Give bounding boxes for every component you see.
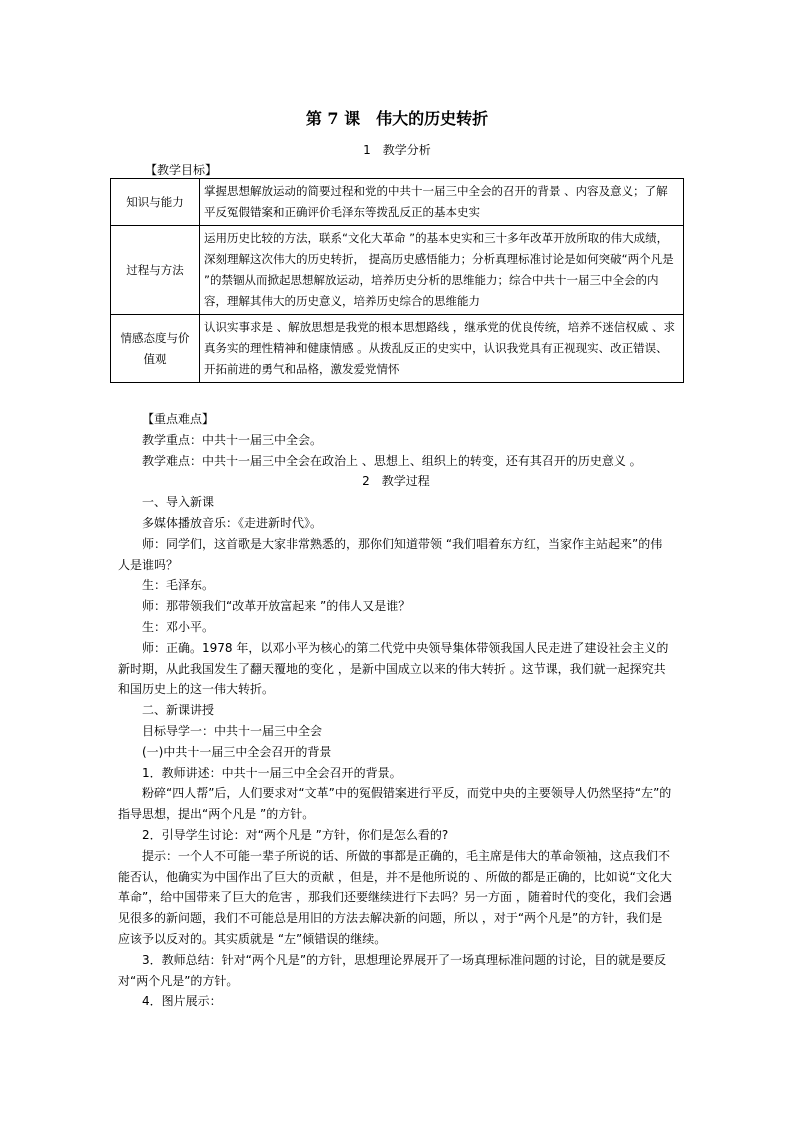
goal-label: 过程与方法 (111, 226, 200, 315)
lesson-title: 第 7 课 伟大的历史转折 (305, 109, 489, 128)
paragraph: 师：同学们，这首歌是大家非常熟悉的，那你们知道带领 “我们唱着东方红，当家作主站起来”的伟人是谁吗？ (118, 536, 663, 572)
paragraph: 生：邓小平。 (142, 619, 215, 634)
table-row (111, 315, 684, 383)
section-heading-process: 2 教学过程 (362, 474, 430, 489)
goals-heading: 【教学目标】 (145, 163, 218, 177)
lesson-body (118, 409, 674, 1012)
paragraph: 教学重点：中共十一届三中全会。 (142, 432, 323, 447)
section-heading-analysis: 1 教学分析 (363, 143, 431, 157)
paragraph: 生：毛泽东。 (142, 578, 215, 593)
paragraph: 师：正确。1978 年，以邓小平为核心的第二代党中央领导集体带领我国人民走进了建设社会主义的新时期，从此我国发生了翻天覆地的变化 ，是新中国成立以来的伟大转折 。这节课，我们就一起探究共和国历史上的这一伟大转折。 (118, 640, 669, 697)
paragraph: 多媒体播放音乐：《走进新时代》。 (142, 515, 323, 530)
key-points-heading: 【重点难点】 (142, 412, 215, 426)
teaching-goals-table (110, 178, 684, 383)
paragraph: 一、导入新课 (142, 495, 215, 510)
paragraph: 目标导学一：中共十一届三中全会 (142, 723, 323, 738)
paragraph: 2．引导学生讨论：对“两个凡是 ”方针，你们是怎么看的? (142, 827, 449, 842)
goal-text: 掌握思想解放运动的简要过程和党的中共十一届三中全会的召开的背景 、内容及意义；了解平反冤假错案和正确评价毛泽东等拨乱反正的基本史实 (200, 179, 684, 226)
paragraph: 3．教师总结：针对“两个凡是”的方针，思想理论界展开了一场真理标准问题的讨论，目的就是要反对“两个凡是”的方针。 (118, 952, 667, 988)
goal-label: 知识与能力 (111, 179, 200, 226)
table-row (111, 179, 684, 226)
paragraph: 二、新课讲授 (142, 703, 215, 718)
table-row (111, 226, 684, 315)
paragraph: 1．教师讲述：中共十一届三中全会召开的背景。 (142, 765, 402, 780)
paragraph: (一)中共十一届三中全会召开的背景 (142, 744, 332, 759)
paragraph: 粉碎“四人帮”后，人们要求对“文革”中的冤假错案进行平反，而党中央的主要领导人仍然坚持“左”的指导思想，提出“两个凡是 ”的方针。 (118, 786, 672, 822)
goal-label: 情感态度与价值观 (111, 315, 200, 383)
paragraph: 师：那带领我们“改革开放富起来 ”的伟人又是谁？ (142, 599, 411, 614)
goal-text: 认识实事求是 、解放思想是我党的根本思想路线 ，继承党的优良传统，培养不迷信权威 、求真务实的理性精神和健康情感 。从拨乱反正的史实中，认识我党具有正视现实、改正错误、开拓前进的勇气和品格，激发爱党情怀 (200, 315, 684, 383)
paragraph: 提示：一个人不可能一辈子所说的话、所做的事都是正确的，毛主席是伟大的革命领袖，这点我们不能否认，他确实为中国作出了巨大的贡献 ，但是，并不是他所说的 、所做的都是正确的，比如说“文化大革命”，给中国带来了巨大的危害 ，那我们还要继续进行下去吗？另一方面 ，随着时代的变化，我们会遇见很多的新问题，我们不可能总是用旧的方法去解决新的问题，所以 ，对于“两个凡是”的方针，我们是应该予以反对的。其实质就是 “左”倾错误的继续。 (118, 848, 672, 946)
goal-text: 运用历史比较的方法，联系“文化大革命 ”的基本史实和三十多年改革开放所取的伟大成绩，深刻理解这次伟大的历史转折， 提高历史感悟能力；分析真理标准讨论是如何突破“两个凡是 ”的禁锢从而掀起思想解放运动，培养历史分析的思维能力；综合中共十一届三中全会的内容，理解其伟大的历史意义，培养历史综合的思维能力 (200, 226, 684, 315)
paragraph: 4．图片展示： (142, 994, 222, 1009)
paragraph: 教学难点：中共十一届三中全会在政治上 、思想上、组织上的转变，还有其召开的历史意义 。 (142, 453, 642, 468)
